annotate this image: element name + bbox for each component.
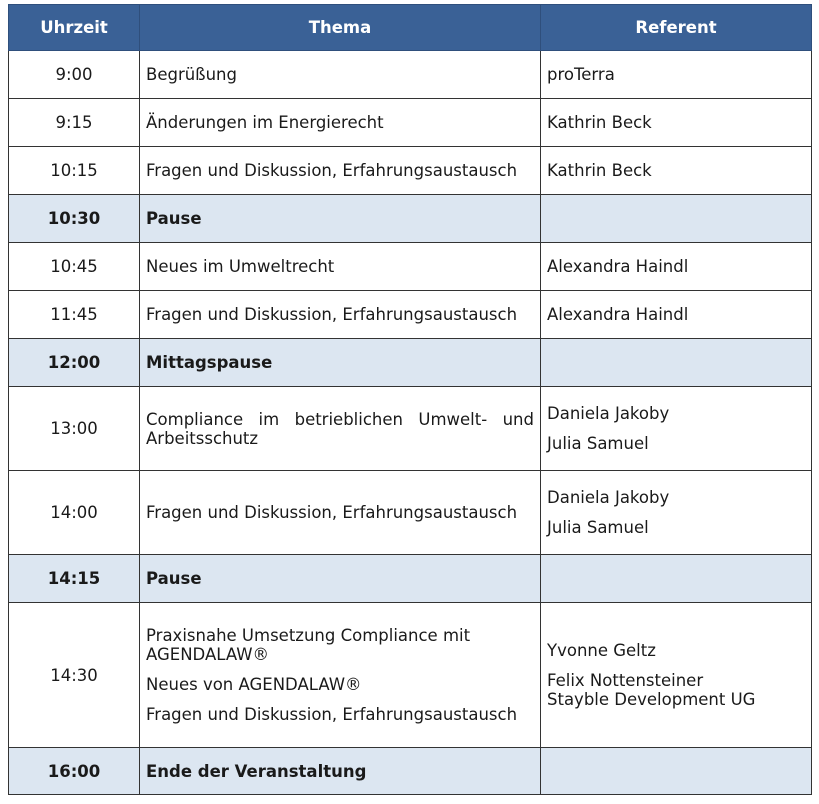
table-row bbox=[9, 387, 812, 471]
header-row bbox=[9, 5, 812, 51]
time-cell: 9:00 bbox=[9, 51, 140, 99]
speaker-cell bbox=[541, 387, 812, 471]
time-cell: 16:00 bbox=[9, 748, 140, 795]
time-cell: 11:45 bbox=[9, 291, 140, 339]
agenda-table bbox=[8, 4, 812, 795]
speaker-cell bbox=[541, 195, 812, 243]
speaker-company: Stayble Development UG bbox=[547, 690, 756, 709]
speaker-cell bbox=[541, 748, 812, 795]
speaker-name: Daniela Jakoby bbox=[547, 488, 670, 507]
time-cell: 13:00 bbox=[9, 387, 140, 471]
time-cell: 12:00 bbox=[9, 339, 140, 387]
table-row bbox=[9, 51, 812, 99]
topic-cell: Änderungen im Energierecht bbox=[140, 99, 541, 147]
topic-cell: Mittagspause bbox=[140, 339, 541, 387]
speaker-name: Felix Nottensteiner bbox=[547, 671, 704, 690]
speaker-cell bbox=[541, 555, 812, 603]
speaker-cell bbox=[541, 471, 812, 555]
time-cell: 10:15 bbox=[9, 147, 140, 195]
topic-cell: Pause bbox=[140, 195, 541, 243]
speaker-cell: proTerra bbox=[541, 51, 812, 99]
speaker-cell bbox=[541, 339, 812, 387]
topic-cell bbox=[140, 387, 541, 471]
break-row bbox=[9, 339, 812, 387]
break-row bbox=[9, 748, 812, 795]
topic-cell: Fragen und Diskussion, Erfahrungsaustausch bbox=[140, 147, 541, 195]
table-row bbox=[9, 243, 812, 291]
speaker-cell: Alexandra Haindl bbox=[541, 291, 812, 339]
header-time: Uhrzeit bbox=[9, 5, 140, 51]
speaker-name: Daniela Jakoby bbox=[547, 404, 670, 423]
time-cell: 14:30 bbox=[9, 603, 140, 748]
table-row bbox=[9, 291, 812, 339]
header-speaker: Referent bbox=[541, 5, 812, 51]
topic-cell: Begrüßung bbox=[140, 51, 541, 99]
speaker-cell bbox=[541, 603, 812, 748]
time-cell: 9:15 bbox=[9, 99, 140, 147]
break-row bbox=[9, 195, 812, 243]
table-row bbox=[9, 147, 812, 195]
header-topic: Thema bbox=[140, 5, 541, 51]
topic-cell: Pause bbox=[140, 555, 541, 603]
table-row bbox=[9, 603, 812, 748]
topic-text: Compliance im betrieblichen Umwelt- und Arbeitsschutz bbox=[146, 409, 534, 448]
topic-cell bbox=[140, 603, 541, 748]
speaker-name: Yvonne Geltz bbox=[547, 641, 656, 660]
topic-cell: Fragen und Diskussion, Erfahrungsaustausch bbox=[140, 471, 541, 555]
topic-cell: Neues im Umweltrecht bbox=[140, 243, 541, 291]
topic-cell: Fragen und Diskussion, Erfahrungsaustausch bbox=[140, 291, 541, 339]
table-row bbox=[9, 471, 812, 555]
time-cell: 10:45 bbox=[9, 243, 140, 291]
speaker-cell: Kathrin Beck bbox=[541, 99, 812, 147]
topic-text: Fragen und Diskussion, Erfahrungsaustausch bbox=[146, 705, 518, 724]
time-cell: 10:30 bbox=[9, 195, 140, 243]
topic-text: Neues von AGENDALAW® bbox=[146, 675, 362, 694]
topic-cell: Ende der Veranstaltung bbox=[140, 748, 541, 795]
speaker-cell: Alexandra Haindl bbox=[541, 243, 812, 291]
time-cell: 14:15 bbox=[9, 555, 140, 603]
speaker-name: Julia Samuel bbox=[547, 434, 649, 453]
table-row bbox=[9, 99, 812, 147]
topic-text: Praxisnahe Umsetzung Compliance mit AGENDALAW® bbox=[146, 626, 471, 664]
speaker-cell: Kathrin Beck bbox=[541, 147, 812, 195]
speaker-name: Julia Samuel bbox=[547, 518, 649, 537]
break-row bbox=[9, 555, 812, 603]
time-cell: 14:00 bbox=[9, 471, 140, 555]
